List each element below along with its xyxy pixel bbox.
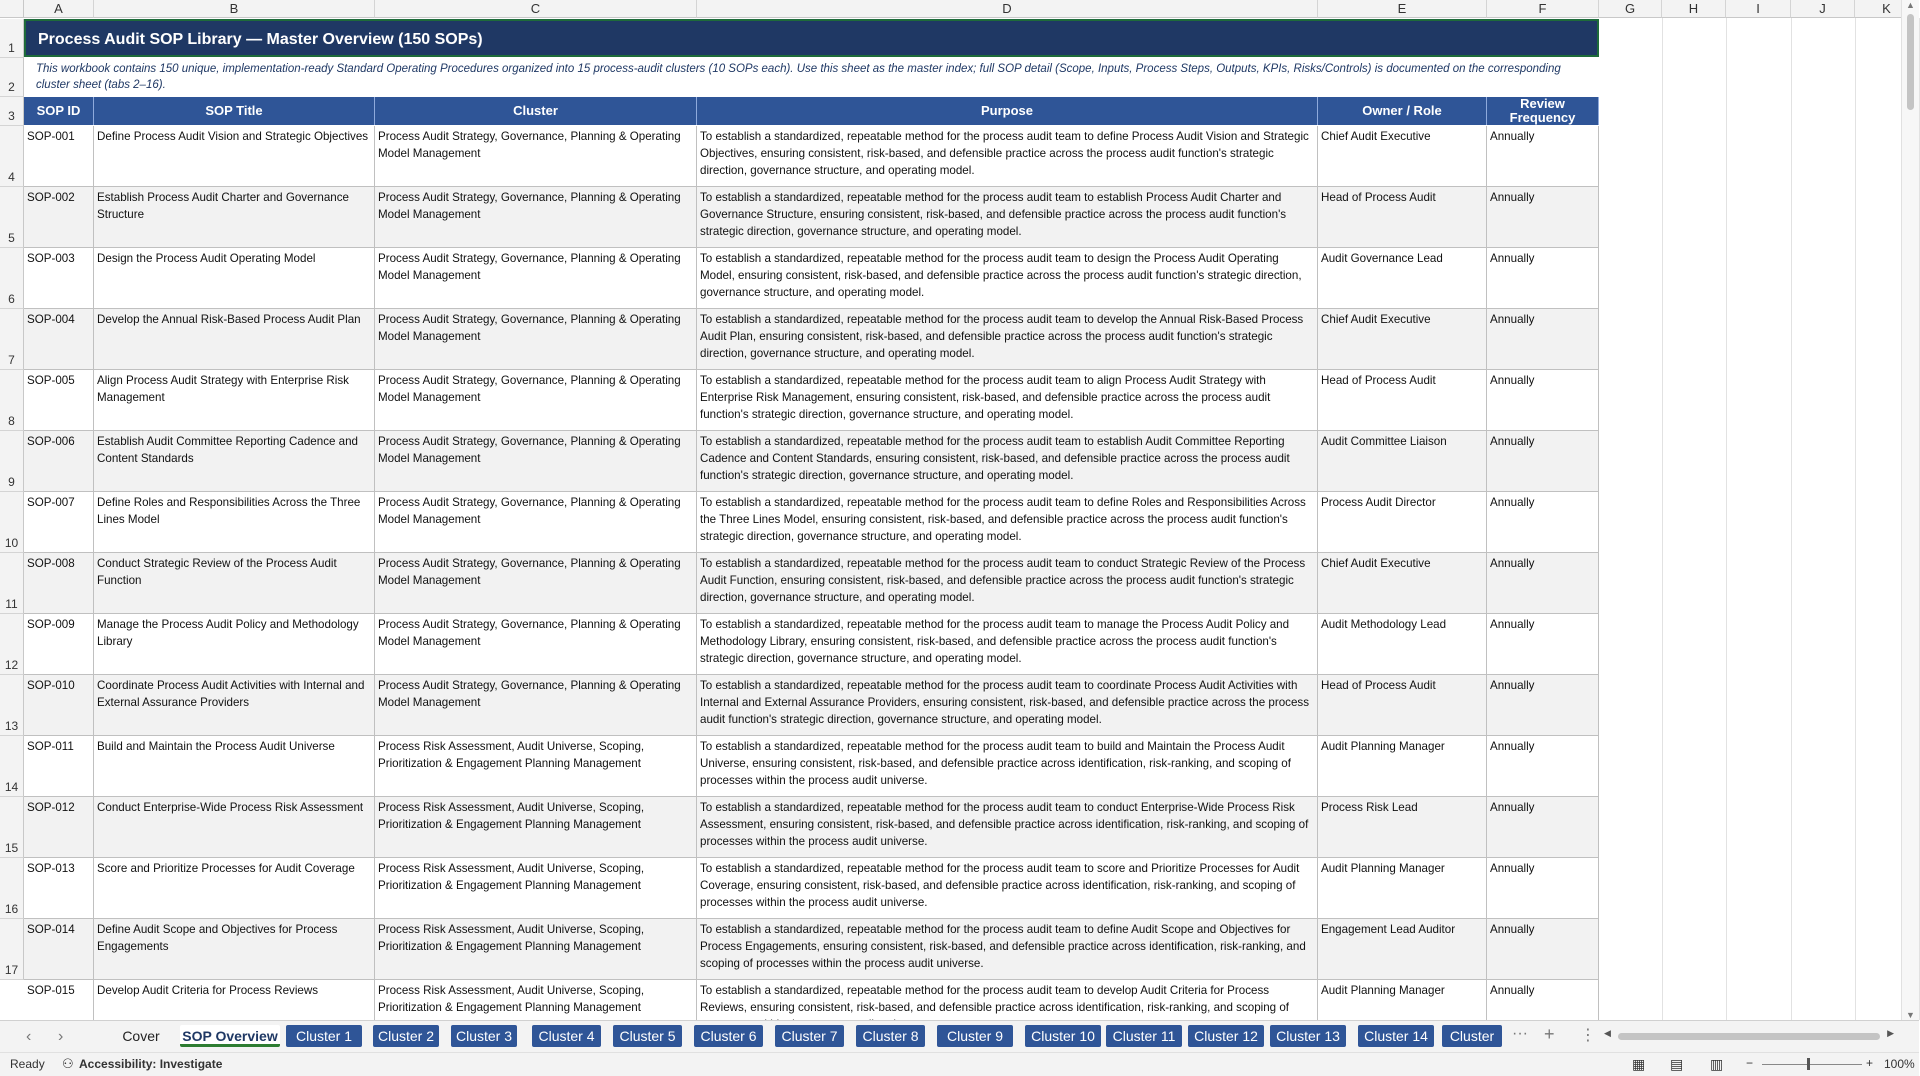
row-header[interactable]: 16 — [0, 858, 24, 919]
scroll-down-icon[interactable]: ▼ — [1906, 1010, 1915, 1020]
sop-id-cell[interactable]: SOP-002 — [24, 187, 94, 248]
sheet-tab[interactable]: Cluster 11 — [1106, 1025, 1182, 1047]
review-frequency-cell[interactable]: Annually — [1487, 431, 1599, 492]
review-frequency-cell[interactable]: Annually — [1487, 797, 1599, 858]
cluster-cell[interactable]: Process Audit Strategy, Governance, Planning & Operating Model Management — [375, 431, 697, 492]
owner-cell[interactable]: Chief Audit Executive — [1318, 553, 1487, 614]
empty-column[interactable] — [1599, 18, 1663, 1020]
row-header[interactable]: 11 — [0, 553, 24, 614]
purpose-cell[interactable]: To establish a standardized, repeatable method for the process audit team to align Process Audit Strategy with Enterprise Risk Management, ensuring consistent, risk-based, and defensible practice across the process audit function's strategic direction, governance structure, and operating model. — [697, 370, 1318, 431]
row-header[interactable]: 9 — [0, 431, 24, 492]
sheet-tab[interactable]: Cluster 4 — [532, 1025, 601, 1047]
zoom-level[interactable]: 100% — [1884, 1057, 1915, 1071]
owner-cell[interactable]: Audit Planning Manager — [1318, 858, 1487, 919]
accessibility-status[interactable]: Accessibility: Investigate — [79, 1057, 223, 1071]
table-header-cell[interactable]: Review Frequency — [1487, 97, 1599, 125]
cluster-cell[interactable]: Process Audit Strategy, Governance, Planning & Operating Model Management — [375, 309, 697, 370]
sop-id-cell[interactable]: SOP-008 — [24, 553, 94, 614]
select-all-corner[interactable] — [0, 0, 24, 18]
cluster-cell[interactable]: Process Audit Strategy, Governance, Planning & Operating Model Management — [375, 248, 697, 309]
row-header[interactable]: 2 — [0, 58, 24, 97]
purpose-cell[interactable]: To establish a standardized, repeatable method for the process audit team to develop Audit Criteria for Process Reviews, ensuring consistent, risk-based, and defensible practice across identification, risk-ranking, and scoping of — [697, 980, 1318, 1041]
next-sheet-icon[interactable]: › — [58, 1028, 64, 1045]
sheet-tab[interactable]: Cluster 3 — [451, 1025, 517, 1047]
purpose-cell[interactable]: To establish a standardized, repeatable method for the process audit team to coordinate Process Audit Activities with Internal and External Assurance Providers, ensuring consistent, risk-based, and defensible practice across the process audit function's strategic direction, governance structure, and operating model. — [697, 675, 1318, 736]
review-frequency-cell[interactable]: Annually — [1487, 248, 1599, 309]
empty-column[interactable] — [1662, 18, 1727, 1020]
owner-cell[interactable]: Process Audit Director — [1318, 492, 1487, 553]
purpose-cell[interactable]: To establish a standardized, repeatable method for the process audit team to score and Prioritize Processes for Audit Coverage, ensuring consistent, risk-based, and defensible practice across identification, risk-ranking, and scoping of processes within the process audit universe. — [697, 858, 1318, 919]
sop-title-cell[interactable]: Align Process Audit Strategy with Enterprise Risk Management — [94, 370, 375, 431]
sop-id-cell[interactable]: SOP-010 — [24, 675, 94, 736]
purpose-cell[interactable]: To establish a standardized, repeatable method for the process audit team to establish Process Audit Charter and Governance Structure, ensuring consistent, risk-based, and defensible practice across the process audit function's strategic direction, governance structure, and operating model. — [697, 187, 1318, 248]
more-tabs-icon[interactable]: ··· — [1512, 1025, 1528, 1042]
sop-id-cell[interactable]: SOP-007 — [24, 492, 94, 553]
sheet-title[interactable]: Process Audit SOP Library — Master Overview (150 SOPs) — [24, 19, 1599, 57]
sop-id-cell[interactable]: SOP-011 — [24, 736, 94, 797]
sop-title-cell[interactable]: Establish Process Audit Charter and Governance Structure — [94, 187, 375, 248]
sop-title-cell[interactable]: Define Roles and Responsibilities Across the Three Lines Model — [94, 492, 375, 553]
sheet-description[interactable]: This workbook contains 150 unique, implementation-ready Standard Operating Procedures organized into 15 process-audit clusters (10 SOPs each). Use this sheet as the master index; full SOP detail (Scope, Inputs, Process Steps, Outputs, KPIs, Risks/Controls) is documented on the corresponding cluster sheet (tabs 2–16). — [36, 63, 1561, 91]
sheet-tab[interactable]: Cluster 1 — [286, 1025, 362, 1047]
options-icon[interactable]: ⋮ — [1580, 1027, 1596, 1044]
row-header[interactable]: 13 — [0, 675, 24, 736]
sheet-tab[interactable]: Cluster 14 — [1358, 1025, 1434, 1047]
sop-id-cell[interactable]: SOP-005 — [24, 370, 94, 431]
scroll-thumb-horizontal[interactable] — [1618, 1033, 1880, 1040]
sheet-tab[interactable]: Cluster 5 — [613, 1025, 682, 1047]
purpose-cell[interactable]: To establish a standardized, repeatable method for the process audit team to build and Maintain the Process Audit Universe, ensuring consistent, risk-based, and defensible practice across identification, risk-ranking, and scoping of processes within the process audit universe. — [697, 736, 1318, 797]
sop-id-cell[interactable]: SOP-014 — [24, 919, 94, 980]
review-frequency-cell[interactable]: Annually — [1487, 126, 1599, 187]
cluster-cell[interactable]: Process Audit Strategy, Governance, Planning & Operating Model Management — [375, 675, 697, 736]
cluster-cell[interactable]: Process Risk Assessment, Audit Universe, Scoping, Prioritization & Engagement Planning Management — [375, 980, 697, 1041]
column-header[interactable]: J — [1791, 0, 1855, 18]
sop-title-cell[interactable]: Design the Process Audit Operating Model — [94, 248, 375, 309]
row-header[interactable]: 6 — [0, 248, 24, 309]
sop-title-cell[interactable]: Establish Audit Committee Reporting Cadence and Content Standards — [94, 431, 375, 492]
sop-id-cell[interactable]: SOP-015 — [24, 980, 94, 1041]
column-header[interactable]: C — [375, 0, 697, 18]
owner-cell[interactable]: Audit Methodology Lead — [1318, 614, 1487, 675]
sheet-tab[interactable]: Cover — [122, 1028, 160, 1044]
column-header[interactable]: I — [1726, 0, 1791, 18]
sheet-tab[interactable]: Cluster — [1442, 1025, 1502, 1047]
owner-cell[interactable]: Audit Planning Manager — [1318, 980, 1487, 1041]
owner-cell[interactable]: Chief Audit Executive — [1318, 126, 1487, 187]
row-header[interactable]: 17 — [0, 919, 24, 980]
review-frequency-cell[interactable]: Annually — [1487, 980, 1599, 1041]
review-frequency-cell[interactable]: Annually — [1487, 614, 1599, 675]
cluster-cell[interactable]: Process Risk Assessment, Audit Universe, Scoping, Prioritization & Engagement Planning Management — [375, 858, 697, 919]
sheet-tab[interactable]: Cluster 6 — [694, 1025, 763, 1047]
review-frequency-cell[interactable]: Annually — [1487, 492, 1599, 553]
zoom-slider[interactable] — [1762, 1064, 1862, 1065]
page-layout-icon[interactable]: ▤ — [1670, 1056, 1684, 1072]
cluster-cell[interactable]: Process Audit Strategy, Governance, Planning & Operating Model Management — [375, 614, 697, 675]
review-frequency-cell[interactable]: Annually — [1487, 187, 1599, 248]
sop-title-cell[interactable]: Define Process Audit Vision and Strategic Objectives — [94, 126, 375, 187]
sop-id-cell[interactable]: SOP-013 — [24, 858, 94, 919]
column-header[interactable]: F — [1487, 0, 1599, 18]
column-header[interactable]: B — [94, 0, 375, 18]
purpose-cell[interactable]: To establish a standardized, repeatable method for the process audit team to design the Process Audit Operating Model, ensuring consistent, risk-based, and defensible practice across the process audit function's strategic direction, governance structure, and operating model. — [697, 248, 1318, 309]
owner-cell[interactable]: Head of Process Audit — [1318, 675, 1487, 736]
normal-view-icon[interactable]: ▦ — [1632, 1056, 1646, 1072]
cluster-cell[interactable]: Process Risk Assessment, Audit Universe, Scoping, Prioritization & Engagement Planning Management — [375, 919, 697, 980]
sop-title-cell[interactable]: Build and Maintain the Process Audit Universe — [94, 736, 375, 797]
sop-title-cell[interactable]: Conduct Enterprise-Wide Process Risk Assessment — [94, 797, 375, 858]
table-header-cell[interactable]: Cluster — [375, 97, 697, 125]
sop-title-cell[interactable]: Conduct Strategic Review of the Process Audit Function — [94, 553, 375, 614]
status-bar — [0, 1052, 1919, 1076]
cluster-cell[interactable]: Process Audit Strategy, Governance, Planning & Operating Model Management — [375, 187, 697, 248]
column-header[interactable]: K — [1855, 0, 1919, 18]
owner-cell[interactable]: Engagement Lead Auditor — [1318, 919, 1487, 980]
owner-cell[interactable]: Audit Planning Manager — [1318, 736, 1487, 797]
cluster-cell[interactable]: Process Audit Strategy, Governance, Planning & Operating Model Management — [375, 126, 697, 187]
sop-title-cell[interactable]: Coordinate Process Audit Activities with Internal and External Assurance Providers — [94, 675, 375, 736]
sheet-tab[interactable]: Cluster 8 — [856, 1025, 925, 1047]
owner-cell[interactable]: Chief Audit Executive — [1318, 309, 1487, 370]
purpose-cell[interactable]: To establish a standardized, repeatable method for the process audit team to conduct Enterprise-Wide Process Risk Assessment, ensuring consistent, risk-based, and defensible practice across identification, risk-ranking, and scoping of processes within the process audit universe. — [697, 797, 1318, 858]
review-frequency-cell[interactable]: Annually — [1487, 553, 1599, 614]
scroll-up-icon[interactable]: ▲ — [1906, 0, 1915, 10]
sheet-tab[interactable]: SOP Overview — [180, 1025, 280, 1047]
owner-cell[interactable]: Head of Process Audit — [1318, 370, 1487, 431]
purpose-cell[interactable]: To establish a standardized, repeatable method for the process audit team to define Roles and Responsibilities Across the Three Lines Model, ensuring consistent, risk-based, and defensible practice across the process audit function's strategic direction, governance structure, and operating model. — [697, 492, 1318, 553]
sheet-tab[interactable]: Cluster 10 — [1025, 1025, 1101, 1047]
review-frequency-cell[interactable]: Annually — [1487, 370, 1599, 431]
cluster-cell[interactable]: Process Risk Assessment, Audit Universe, Scoping, Prioritization & Engagement Planning Management — [375, 797, 697, 858]
sop-title-cell[interactable]: Manage the Process Audit Policy and Methodology Library — [94, 614, 375, 675]
review-frequency-cell[interactable]: Annually — [1487, 919, 1599, 980]
sheet-tab[interactable]: Cluster 9 — [937, 1025, 1013, 1047]
row-header[interactable]: 5 — [0, 187, 24, 248]
sop-id-cell[interactable]: SOP-001 — [24, 126, 94, 187]
review-frequency-cell[interactable]: Annually — [1487, 675, 1599, 736]
owner-cell[interactable]: Head of Process Audit — [1318, 187, 1487, 248]
cluster-cell[interactable]: Process Audit Strategy, Governance, Planning & Operating Model Management — [375, 492, 697, 553]
sop-id-cell[interactable]: SOP-004 — [24, 309, 94, 370]
row-header[interactable]: 14 — [0, 736, 24, 797]
cluster-cell[interactable]: Process Audit Strategy, Governance, Planning & Operating Model Management — [375, 553, 697, 614]
table-header-cell[interactable]: Owner / Role — [1318, 97, 1487, 125]
purpose-cell[interactable]: To establish a standardized, repeatable method for the process audit team to define Process Audit Vision and Strategic Objectives, ensuring consistent, risk-based, and defensible practice across the process audit function's strategic direction, governance structure, and operating model. — [697, 126, 1318, 187]
add-sheet-icon[interactable]: + — [1544, 1024, 1555, 1044]
purpose-cell[interactable]: To establish a standardized, repeatable method for the process audit team to manage the Process Audit Policy and Methodology Library, ensuring consistent, risk-based, and defensible practice across the process audit function's strategic direction, governance structure, and operating model. — [697, 614, 1318, 675]
sop-id-cell[interactable]: SOP-009 — [24, 614, 94, 675]
review-frequency-cell[interactable]: Annually — [1487, 858, 1599, 919]
row-header[interactable]: 12 — [0, 614, 24, 675]
sop-title-cell[interactable]: Develop the Annual Risk-Based Process Audit Plan — [94, 309, 375, 370]
column-header[interactable]: E — [1318, 0, 1487, 18]
sop-id-cell[interactable]: SOP-006 — [24, 431, 94, 492]
sop-title-cell[interactable]: Score and Prioritize Processes for Audit Coverage — [94, 858, 375, 919]
column-header[interactable]: D — [697, 0, 1318, 18]
column-header[interactable]: A — [24, 0, 94, 18]
empty-column[interactable] — [1791, 18, 1856, 1020]
row-header[interactable]: 7 — [0, 309, 24, 370]
sop-title-cell[interactable]: Define Audit Scope and Objectives for Process Engagements — [94, 919, 375, 980]
row-header[interactable]: 8 — [0, 370, 24, 431]
sheet-tab[interactable]: Cluster 12 — [1188, 1025, 1264, 1047]
scroll-thumb[interactable] — [1907, 14, 1914, 110]
sheet-tab[interactable]: Cluster 2 — [373, 1025, 439, 1047]
page-break-icon[interactable]: ▥ — [1710, 1056, 1724, 1072]
horizontal-scrollbar[interactable] — [1604, 1028, 1894, 1041]
purpose-cell[interactable]: To establish a standardized, repeatable method for the process audit team to establish Audit Committee Reporting Cadence and Content Standards, ensuring consistent, risk-based, and defensible practice across the process audit function's strategic direction, governance structure, and operating model. — [697, 431, 1318, 492]
table-header-cell[interactable]: SOP Title — [94, 97, 375, 125]
owner-cell[interactable]: Audit Governance Lead — [1318, 248, 1487, 309]
sheet-tab[interactable]: Cluster 7 — [775, 1025, 844, 1047]
sop-title-cell[interactable]: Develop Audit Criteria for Process Reviews — [94, 980, 375, 1041]
zoom-in-icon[interactable]: + — [1866, 1056, 1874, 1070]
sop-id-cell[interactable]: SOP-003 — [24, 248, 94, 309]
sop-id-cell[interactable]: SOP-012 — [24, 797, 94, 858]
sheet-tab[interactable]: Cluster 13 — [1270, 1025, 1346, 1047]
accessibility-icon[interactable]: ⚇ — [62, 1056, 74, 1071]
scroll-left-icon[interactable]: ◀ — [1604, 1028, 1611, 1038]
zoom-slider-thumb[interactable] — [1807, 1058, 1810, 1070]
zoom-out-icon[interactable]: − — [1746, 1056, 1754, 1070]
row-header[interactable]: 4 — [0, 126, 24, 187]
scroll-right-icon[interactable]: ▶ — [1887, 1028, 1894, 1038]
review-frequency-cell[interactable]: Annually — [1487, 736, 1599, 797]
row-header[interactable]: 3 — [0, 97, 24, 126]
sheet-tab-bar — [0, 1020, 1919, 1053]
empty-column[interactable] — [1726, 18, 1792, 1020]
row-header[interactable]: 10 — [0, 492, 24, 553]
column-header[interactable]: G — [1599, 0, 1662, 18]
column-header[interactable]: H — [1662, 0, 1726, 18]
prev-sheet-icon[interactable]: ‹ — [26, 1028, 32, 1045]
status-ready: Ready — [10, 1057, 45, 1071]
row-header[interactable]: 1 — [0, 19, 24, 58]
table-header-cell[interactable]: SOP ID — [24, 97, 94, 125]
owner-cell[interactable]: Audit Committee Liaison — [1318, 431, 1487, 492]
owner-cell[interactable]: Process Risk Lead — [1318, 797, 1487, 858]
purpose-cell[interactable]: To establish a standardized, repeatable method for the process audit team to conduct Strategic Review of the Process Audit Function, ensuring consistent, risk-based, and defensible practice across the process audit function's strategic direction, governance structure, and operating model. — [697, 553, 1318, 614]
purpose-cell[interactable]: To establish a standardized, repeatable method for the process audit team to define Audit Scope and Objectives for Process Engagements, ensuring consistent, risk-based, and defensible practice across identification, risk-ranking, and scoping of processes within the process audit universe. — [697, 919, 1318, 980]
row-header[interactable]: 15 — [0, 797, 24, 858]
table-header-cell[interactable]: Purpose — [697, 97, 1318, 125]
vertical-scrollbar[interactable] — [1901, 0, 1919, 1020]
review-frequency-cell[interactable]: Annually — [1487, 309, 1599, 370]
cluster-cell[interactable]: Process Audit Strategy, Governance, Planning & Operating Model Management — [375, 370, 697, 431]
purpose-cell[interactable]: To establish a standardized, repeatable method for the process audit team to develop the Annual Risk-Based Process Audit Plan, ensuring consistent, risk-based, and defensible practice across the process audit function's strategic direction, governance structure, and operating model. — [697, 309, 1318, 370]
cluster-cell[interactable]: Process Risk Assessment, Audit Universe, Scoping, Prioritization & Engagement Planning Management — [375, 736, 697, 797]
